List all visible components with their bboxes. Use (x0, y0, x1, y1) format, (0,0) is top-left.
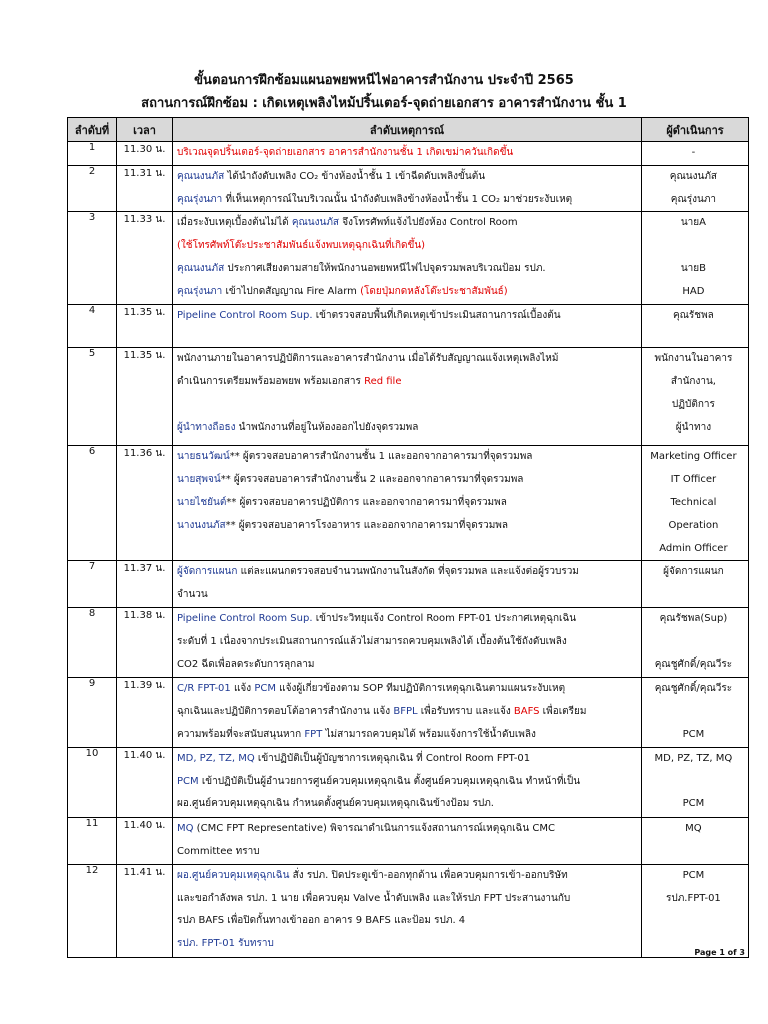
row-time: 11.36 น. (117, 446, 173, 561)
row-time: 11.40 น. (117, 747, 173, 817)
actor-line (642, 818, 748, 841)
row-time: 11.41 น. (117, 864, 173, 957)
row-number: 3 (68, 212, 117, 305)
table-row (68, 305, 749, 348)
event-text: คุณรุ่งนภา (177, 193, 223, 205)
row-time: 11.35 น. (117, 348, 173, 446)
event-line (173, 865, 641, 888)
row-number: 8 (68, 608, 117, 678)
event-line (173, 394, 641, 417)
document-title: ขั้นตอนการฝึกซ้อมแผนอพยพหนีไฟอาคารสำนักงาน ประจำปี 2565 (194, 73, 574, 88)
event-text: C/R FPT-01 (177, 683, 231, 695)
actor-line (642, 538, 748, 561)
row-number: 5 (68, 348, 117, 446)
actor-line (642, 888, 748, 911)
actor-line (642, 348, 748, 371)
event-text: เข้าปฏิบัติเป็นผู้อำนวยการศูนย์ควบคุมเหตุฉุกเฉิน ตั้งศูนย์ควบคุมเหตุฉุกเฉิน ทำหน้าที่เป็น (198, 775, 581, 787)
actor-line (642, 235, 748, 258)
event-text: Red file (364, 376, 402, 388)
actor-text: คุณรัชพล (672, 310, 714, 322)
event-line (173, 678, 641, 701)
actor-text: คุณรุ่งนภา (670, 193, 717, 205)
actor-line (642, 189, 748, 212)
event-text: BFPL (393, 706, 418, 718)
actor-text: Operation (668, 519, 719, 531)
row-actor (642, 165, 749, 212)
event-line (173, 212, 641, 235)
row-actor (642, 817, 749, 864)
actor-text: Technical (670, 496, 717, 508)
row-number: 1 (68, 142, 117, 166)
event-text: แจ้งผู้เกี่ยวข้องตาม SOP ทีมปฏิบัติการเหตุฉุกเฉินตามแผนระงับเหตุ (275, 683, 566, 695)
event-line (173, 258, 641, 281)
event-text: คุณนงนภัส (177, 170, 225, 182)
row-number: 9 (68, 678, 117, 747)
row-event (173, 446, 642, 561)
event-text: คุณนงนภัส (291, 217, 340, 229)
event-line (173, 561, 641, 584)
actor-line (642, 771, 748, 794)
actor-line (642, 515, 748, 538)
event-text: จึงโทรศัพท์แจ้งไปยังห้อง Control Room (339, 217, 518, 229)
row-actor (642, 561, 749, 608)
event-line (173, 584, 641, 607)
actor-text: ปฏิบัติการ (671, 398, 715, 410)
event-line (173, 888, 641, 911)
actor-text: สำนักงาน, (670, 376, 716, 388)
actor-text: คุณชูศักดิ์/คุณวีระ (654, 683, 733, 695)
event-text: เมื่อระงับเหตุเบื้องต้นไม่ได้ (177, 217, 292, 229)
row-number: 4 (68, 305, 117, 348)
event-line (173, 771, 641, 794)
row-event (173, 678, 642, 747)
event-line (173, 933, 641, 956)
event-line (173, 305, 641, 328)
row-number: 7 (68, 561, 117, 608)
actor-text: รปภ.FPT-01 (666, 892, 721, 904)
row-time: 11.40 น. (117, 817, 173, 864)
row-actor (642, 305, 749, 348)
event-text: ** ผู้ตรวจสอบอาคารปฏิบัติการ และออกจากอาคารมาที่จุดรวมพล (226, 496, 507, 508)
event-line (173, 701, 641, 724)
actor-text: พนักงานในอาคาร (654, 353, 733, 365)
event-line (173, 371, 641, 394)
row-time: 11.33 น. (117, 212, 173, 305)
row-time: 11.30 น. (117, 142, 173, 166)
actor-text: ผู้นำทาง (675, 421, 712, 433)
event-text: บริเวณจุดปริ้นเตอร์-จุดถ่ายเอกสาร อาคารสำนักงานชั้น 1 เกิดเขม่าควันเกิดขึ้น (177, 147, 514, 158)
event-text: รปภ. FPT-01 รับทราบ (177, 938, 274, 950)
event-text: เข้าตรวจสอบพื้นที่เกิดเหตุเข้าประเมินสถานการณ์เบื้องต้น (312, 310, 561, 322)
actor-text: - (691, 147, 696, 158)
row-event (173, 561, 642, 608)
event-text: คุณรุ่งนภา (177, 285, 223, 297)
event-text: ประกาศเสียงตามสายให้พนักงานอพยพหนีไฟไปจุดรวมพลบริเวณป้อม รปภ. (224, 262, 546, 274)
actor-text: MQ (685, 822, 702, 834)
event-line (173, 492, 641, 515)
actor-line (642, 724, 748, 747)
header-no: ลำดับที่ (68, 118, 117, 142)
event-text: (โดยปุ่มกดหลังโต๊ะประชาสัมพันธ์) (360, 285, 508, 297)
event-text: เข้าประวิทยุแจ้ง Control Room FPT-01 ประกาศเหตุฉุกเฉิน (312, 613, 577, 625)
actor-text: PCM (682, 728, 705, 740)
actor-text: คุณชูศักดิ์/คุณวีระ (654, 658, 733, 670)
row-event (173, 608, 642, 678)
table-row (68, 212, 749, 305)
event-text: นำพนักงานที่อยู่ในห้องออกไปยังจุดรวมพล (235, 421, 419, 433)
event-line (173, 515, 641, 538)
event-line (173, 469, 641, 492)
actor-line (642, 608, 748, 631)
event-text: ได้นำถังดับเพลิง CO₂ ข้างห้องน้ำชั้น 1 เข้าฉีดดับเพลิงขั้นต้น (224, 170, 486, 182)
event-text: เพื่อเตรียม (539, 706, 587, 718)
actor-line (642, 865, 748, 888)
event-text: ** ผู้ตรวจสอบอาคารสำนักงานชั้น 2 และออกจากอาคารมาที่จุดรวมพล (220, 474, 524, 486)
table-row (68, 142, 749, 166)
event-text: Committee ทราบ (177, 845, 260, 857)
event-text: นายไชยันต์ (177, 496, 227, 508)
event-text: นายสุพจน์ (177, 474, 221, 486)
actor-text: นายB (680, 262, 706, 274)
event-text: ** ผู้ตรวจสอบอาคารโรงอาหาร และออกจากอาคารมาที่จุดรวมพล (225, 519, 509, 531)
event-text: ระดับที่ 1 เนื่องจากประเมินสถานการณ์แล้วไม่สามารถควบคุมเพลิงได้ เบื้องต้นใช้ถังดับเพลิง (177, 636, 567, 648)
event-text: Pipeline Control Room Sup. (177, 310, 313, 322)
actor-line (642, 631, 748, 654)
event-line (173, 608, 641, 631)
actor-line (642, 258, 748, 281)
event-text: พนักงานภายในอาคารปฏิบัติการและอาคารสำนักงาน เมื่อได้รับสัญญาณแจ้งเหตุเพลิงไหม้ (177, 353, 559, 365)
event-text: และขอกำลังพล รปภ. 1 นาย เพื่อควบคุม Valve น้ำดับเพลิง และให้รปภ FPT ประสานงานกับ (177, 892, 571, 904)
event-text: (CMC FPT Representative) พิจารณาดำเนินการแจ้งสถานการณ์เหตุฉุกเฉิน CMC (193, 822, 555, 834)
row-actor (642, 864, 749, 957)
event-text: ผู้จัดการแผนก (177, 566, 238, 578)
actor-line (642, 748, 748, 771)
actor-line (642, 166, 748, 189)
actor-text: Marketing Officer (650, 451, 737, 463)
scenario-subtitle: สถานการณ์ฝึกซ้อม : เกิดเหตุเพลิงไหม้ปริ้นเตอร์-จุดถ่ายเอกสาร อาคารสำนักงาน ชั้น 1 (141, 96, 627, 111)
event-text: PCM (254, 683, 276, 695)
event-line (173, 748, 641, 771)
event-text: CO2 ฉีดเพื่อลดระดับการลุกลาม (177, 658, 315, 670)
row-time: 11.38 น. (117, 608, 173, 678)
event-text: FPT (304, 728, 323, 740)
row-actor (642, 446, 749, 561)
row-event (173, 212, 642, 305)
actor-line (642, 371, 748, 394)
table-row (68, 864, 749, 957)
event-text: (ใช้โทรศัพท์โต๊ะประชาสัมพันธ์แจ้งพบเหตุฉุกเฉินที่เกิดขึ้น) (177, 240, 426, 252)
row-event (173, 747, 642, 817)
row-actor (642, 608, 749, 678)
row-event (173, 165, 642, 212)
table-row (68, 817, 749, 864)
event-text: ที่เห็นเหตุการณ์ในบริเวณนั้น นำถังดับเพลิงข้างห้องน้ำชั้น 1 CO₂ มาช่วยระงับเหตุ (222, 193, 573, 205)
actor-text: คุณรัชพล(Sup) (659, 613, 728, 625)
event-line (173, 189, 641, 212)
row-number: 12 (68, 864, 117, 957)
actor-line (642, 678, 748, 701)
evacuation-schedule-table (67, 117, 749, 958)
event-text: ** ผู้ตรวจสอบอาคารสำนักงานชั้น 1 และออกจากอาคารมาที่จุดรวมพล (229, 451, 533, 463)
event-text: ผู้นำทางถือธง (177, 421, 236, 433)
row-time: 11.31 น. (117, 165, 173, 212)
event-text: Pipeline Control Room Sup. (177, 613, 313, 625)
actor-text: PCM (682, 798, 705, 810)
row-event (173, 142, 642, 166)
actor-line (642, 446, 748, 469)
header-actor: ผู้ดำเนินการ (642, 118, 749, 142)
table-row (68, 608, 749, 678)
header-time: เวลา (117, 118, 173, 142)
row-number: 6 (68, 446, 117, 561)
row-event (173, 864, 642, 957)
event-text: แต่ละแผนกตรวจสอบจำนวนพนักงานในสังกัด ที่จุดรวมพล และแจ้งต่อผู้รวบรวม (237, 566, 579, 578)
actor-line (642, 417, 748, 440)
row-time: 11.39 น. (117, 678, 173, 747)
event-line (173, 417, 641, 440)
header-event: ลำดับเหตุการณ์ (173, 118, 642, 142)
event-text: รปภ BAFS เพื่อปิดกั้นทางเข้าออก อาคาร 9 BAFS และป้อม รปภ. 4 (177, 915, 466, 927)
event-line (173, 654, 641, 677)
event-line (173, 235, 641, 258)
actor-line (642, 305, 748, 328)
table-row (68, 348, 749, 446)
event-line (173, 281, 641, 304)
event-line (173, 142, 641, 165)
event-text: คุณนงนภัส (177, 262, 225, 274)
actor-text: PCM (682, 869, 705, 881)
actor-text: MD, PZ, TZ, MQ (654, 752, 733, 764)
actor-text: คุณนงนภัส (669, 170, 718, 182)
event-text: MQ (177, 822, 194, 834)
page-number: Page 1 of 3 (694, 948, 745, 957)
row-time: 11.35 น. (117, 305, 173, 348)
row-time: 11.37 น. (117, 561, 173, 608)
event-text: ฉุกเฉินและปฏิบัติการตอบโต้อาคารสำนักงาน แจ้ง (177, 706, 394, 718)
event-text: เข้าไปกดสัญญาณ Fire Alarm (222, 285, 361, 297)
actor-line (642, 281, 748, 304)
event-text: PCM (177, 775, 199, 787)
row-actor (642, 678, 749, 747)
event-text: สั่ง รปภ. ปิดประตูเข้า-ออกทุกด้าน เพื่อควบคุมการเข้า-ออกบริษัท (289, 869, 568, 881)
actor-line (642, 394, 748, 417)
table-row (68, 165, 749, 212)
actor-line (642, 212, 748, 235)
actor-line (642, 561, 748, 584)
row-actor (642, 212, 749, 305)
table-row (68, 678, 749, 747)
event-text: MD, PZ, TZ, MQ (177, 752, 255, 764)
row-event (173, 348, 642, 446)
actor-line (642, 142, 748, 165)
event-line (173, 348, 641, 371)
actor-text: IT Officer (670, 474, 717, 486)
event-text: เพื่อรับทราบ และแจ้ง (417, 706, 514, 718)
row-actor (642, 348, 749, 446)
table-body (68, 142, 749, 958)
row-number: 11 (68, 817, 117, 864)
event-line (173, 841, 641, 864)
row-actor (642, 142, 749, 166)
actor-line (642, 469, 748, 492)
table-row (68, 747, 749, 817)
event-line (173, 818, 641, 841)
event-line (173, 538, 641, 561)
actor-text: Admin Officer (659, 542, 728, 554)
event-line (173, 631, 641, 654)
table-header-row (68, 118, 749, 142)
event-line (173, 446, 641, 469)
event-line (173, 724, 641, 747)
event-line (173, 910, 641, 933)
event-line (173, 166, 641, 189)
table-row (68, 561, 749, 608)
event-text: ดำเนินการเตรียมพร้อมอพยพ พร้อมเอกสาร (177, 376, 365, 388)
event-line (173, 793, 641, 816)
event-text: จำนวน (177, 589, 208, 601)
row-event (173, 305, 642, 348)
row-event (173, 817, 642, 864)
actor-text: ผู้จัดการแผนก (663, 566, 724, 578)
table-row (68, 446, 749, 561)
row-number: 10 (68, 747, 117, 817)
actor-text: HAD (682, 285, 705, 297)
event-text: นายธนวัฒน์ (177, 451, 230, 463)
event-text: BAFS (513, 706, 540, 718)
event-text: ความพร้อมที่จะสนับสนุนหาก (177, 728, 305, 740)
event-text: ผอ.ศูนย์ควบคุมเหตุฉุกเฉิน กำหนดตั้งศูนย์ควบคุมเหตุฉุกเฉินข้างป้อม รปภ. (177, 798, 494, 810)
event-text: ไม่สามารถควบคุมได้ พร้อมแจ้งการใช้น้ำดับเพลิง (322, 728, 536, 740)
event-text: ผอ.ศูนย์ควบคุมเหตุฉุกเฉิน (177, 869, 290, 881)
event-text: แจ้ง (230, 683, 255, 695)
event-text: นางนงนภัส (177, 519, 226, 531)
actor-line (642, 654, 748, 677)
row-actor (642, 747, 749, 817)
row-number: 2 (68, 165, 117, 212)
actor-line (642, 701, 748, 724)
actor-text: นายA (680, 217, 706, 229)
event-text: เข้าปฏิบัติเป็นผู้บัญชาการเหตุฉุกเฉิน ที่ Control Room FPT-01 (254, 752, 531, 764)
actor-line (642, 793, 748, 816)
actor-line (642, 492, 748, 515)
